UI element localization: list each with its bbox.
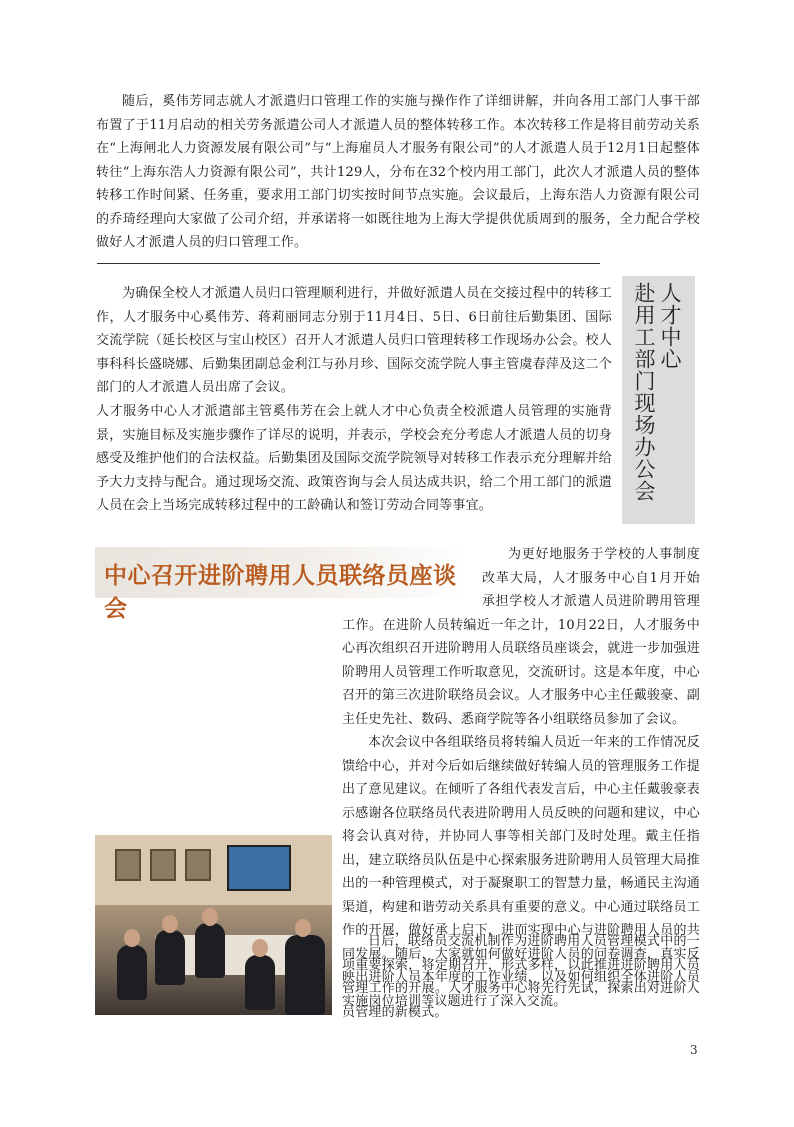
article-paragraph-3: 人才服务中心人才派遣部主管奚伟芳在会上就人才中心负责全校派遣人员管理的实施背景，实施目标及实施步骤作了详尽的说明，并表示，学校会充分考虑人才派遣人员的切身感受及维护他们的合法权益。后勤集团及国际交流学院领导对转移工作表示充分理解并给予大力支持与配合。通过现场交流、政策咨询与会人员达成共识，给二个用工部门的派遣人员在会上当场完成转移过程中的工龄确认和签订劳动合同等事宜。: [96, 404, 612, 513]
sidebar-title-line-2: 赴用工部门现场办公会: [632, 282, 656, 502]
article-paragraph-2: 为确保全校人才派遣人员归口管理顺利进行，并做好派遣人员在交接过程中的转移工作，人才服务中心奚伟芳、蒋莉丽同志分别于11月4日、5日、6日前往后勤集团、国际交流学院（延长校区与宝山校区）召开人才派遣人员归口管理转移工作现场办公会。校人事科科长盛晓娜、后勤集团副总金利江与孙月珍、国际交流学院人事主管虞春萍及这二个部门的人才派遣人员出席了会议。: [96, 286, 612, 395]
sidebar-title-box: [622, 276, 695, 524]
section-divider: [97, 263, 600, 264]
sidebar-title-line-1: 人才中心: [658, 282, 682, 370]
page-number: 3: [690, 1043, 698, 1057]
section-heading: 中心召开进阶聘用人员联络员座谈会: [104, 563, 457, 622]
flow-paragraph-5: 本次会议中各组联络员将转编人员近一年来的工作情况反馈给中心，并对今后如后继续做好转编人员的管理服务工作提出了意见建议。在倾听了各组代表发言后，中心主任戴骏豪表示感谢各位联络员代表进阶聘用人员反映的问题和建议，中心将会认真对待，并协同人事等相关部门及时处理。戴主任指出，建立联络员队伍是中心探索服务进阶聘用人员管理大局推出的一种管理模式，对于凝聚职工的智慧力量，畅通民主沟通渠道，构建和谐劳动关系具有重要的意义。中心通过联络员工作的开展，做好承上启下，进而实现中心与进阶聘用人员的共同发展。随后，大家就如何做好进阶人员的问卷调查，真实反映出进阶人员本年度的工作业绩，以及如何组织全体进阶人员实施岗位培训等议题进行了深入交流。: [342, 735, 700, 1009]
flow-paragraph-6-wrap: [342, 930, 700, 1024]
heading-float-spacer: [96, 543, 482, 613]
article-paragraph-1: 随后，奚伟芳同志就人才派遣归口管理工作的实施与操作作了详细讲解，并向各用工部门人事干部布置了于11月启动的相关劳务派遣公司人才派遣人员的整体转移工作。本次转移工作是将目前劳动关系在“上海闸北人力资源发展有限公司”与“上海雇员人才服务有限公司”的人才派遣人员于12月1日起整体转往“上海东浩人力资源有限公司”，共计129人，分布在32个校内用工部门，此次人才派遣人员的整体转移工作时间紧、任务重，要求用工部门切实按时间节点实施。会议最后，上海东浩人力资源有限公司的乔琦经理向大家做了公司介绍，并承诺将一如既往地为上海大学提供优质周到的服务，全力配合学校做好人才派遣人员的归口管理工作。: [96, 94, 700, 250]
photo-float-spacer: [96, 835, 342, 1127]
flow-paragraph-6: 日后，联络员交流机制作为进阶聘用人员管理模式中的一项重要探索，将定期召开，形式多样，以此推进进阶聘用人员管理工作的开展。人才服务中心将先行先试，探索出对进阶人员管理的新模式。: [342, 934, 700, 1020]
flow-paragraph-4: 为更好地服务于学校的人事制度改革大局，人才服务中心自1月开始承担学校人才派遣人员进阶聘用管理工作。在进阶人员转编近一年之计，10月22日，人才服务中心再次组织召开进阶聘用人员联络员座谈会，就进一步加强进阶聘用人员管理工作听取意见，交流研讨。这是本年度，中心召开的第三次进阶联络员会议。人才服务中心主任戴骏豪、副主任史先社、数码、悉商学院等各小组联络员参加了会议。: [342, 547, 700, 727]
